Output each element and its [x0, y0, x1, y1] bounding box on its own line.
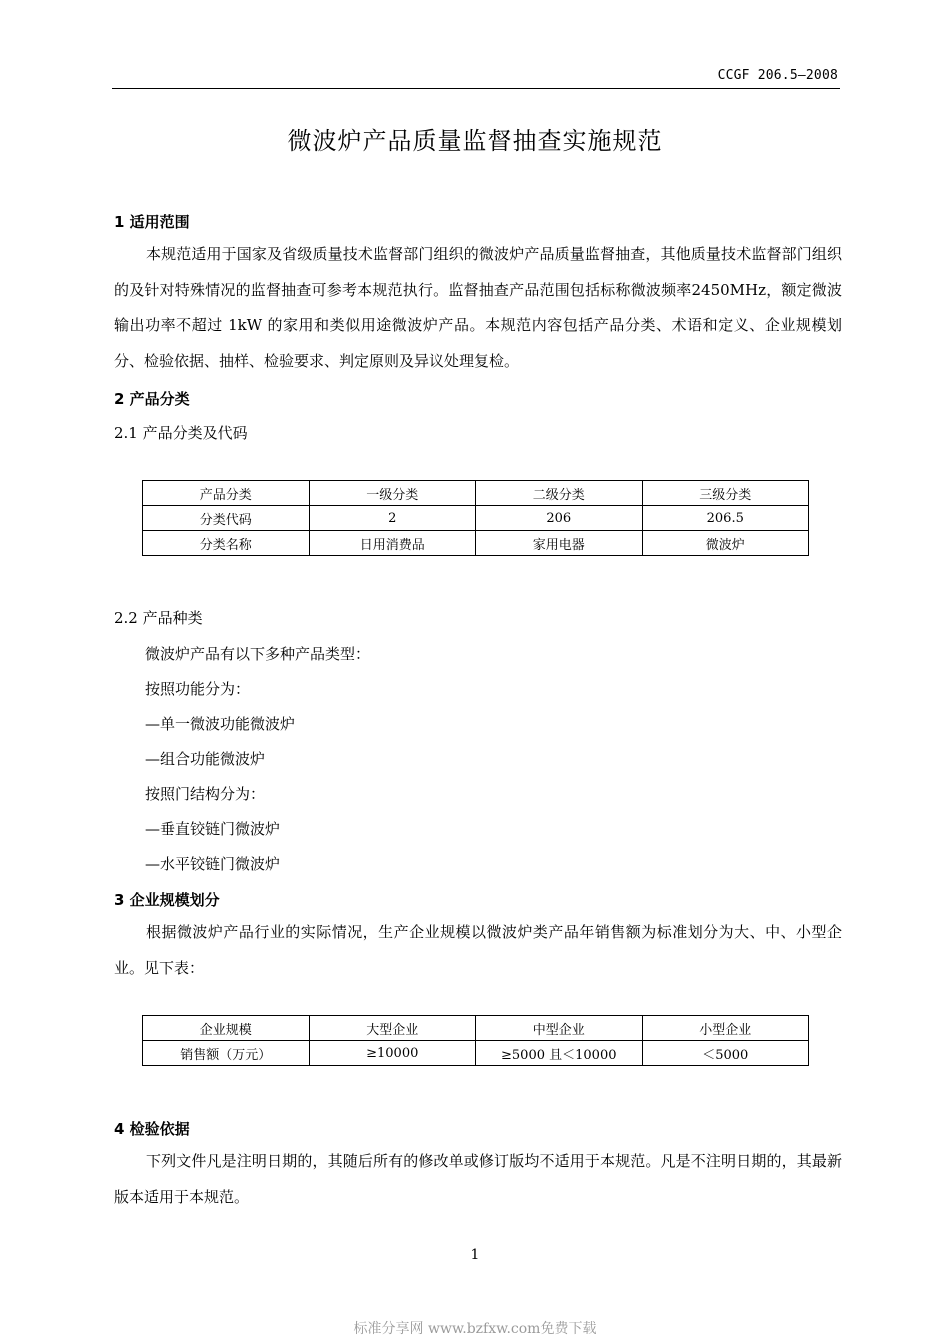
- table-cell: 销售额（万元）: [143, 1041, 310, 1066]
- table-cell: 分类名称: [143, 531, 310, 556]
- table-cell: 小型企业: [642, 1016, 809, 1041]
- table-cell: 分类代码: [143, 506, 310, 531]
- list-item: —组合功能微波炉: [145, 750, 266, 768]
- table-cell: 206: [476, 506, 643, 531]
- table-cell: 企业规模: [143, 1016, 310, 1041]
- section-1-heading: 1 适用范围: [114, 213, 190, 231]
- table-cell: ≥10000: [309, 1041, 476, 1066]
- table-cell: 一级分类: [309, 481, 476, 506]
- list-item: —单一微波功能微波炉: [145, 715, 296, 733]
- table-row: [143, 481, 809, 506]
- section-4-paragraph: 下列文件凡是注明日期的，其随后所有的修改单或修订版均不适用于本规范。凡是不注明日期的，其最新版本适用于本规范。: [114, 1152, 842, 1206]
- table-cell: 二级分类: [476, 481, 643, 506]
- footer-watermark: 标准分享网 www.bzfxw.com免费下载: [353, 1321, 597, 1337]
- section-3-heading: 3 企业规模划分: [114, 891, 220, 909]
- table-cell: 产品分类: [143, 481, 310, 506]
- table-cell: 206.5: [642, 506, 809, 531]
- table-cell: 2: [309, 506, 476, 531]
- list-item: 按照门结构分为：: [145, 785, 266, 803]
- section-1-paragraph: 本规范适用于国家及省级质量技术监督部门组织的微波炉产品质量监督抽查，其他质量技术监督部门组织的及针对特殊情况的监督抽查可参考本规范执行。监督抽查产品范围包括标称微波频率2450MHz，额定微波输出功率不超过 1kW 的家用和类似用途微波炉产品。本规范内容包括产品分类、术语和定义、企业规模划分、检验依据、抽样、检验要求、判定原则及异议处理复检。: [114, 245, 842, 370]
- table-cell: 家用电器: [476, 531, 643, 556]
- list-item: —垂直铰链门微波炉: [145, 820, 281, 838]
- table-cell: ＜5000: [642, 1041, 809, 1066]
- enterprise-scale-table: [142, 1015, 809, 1066]
- table-row: [143, 506, 809, 531]
- page-number: 1: [470, 1247, 480, 1263]
- section-2-1-heading: 2.1 产品分类及代码: [114, 424, 248, 442]
- table-cell: 中型企业: [476, 1016, 643, 1041]
- table-cell: 日用消费品: [309, 531, 476, 556]
- section-4-heading: 4 检验依据: [114, 1120, 190, 1138]
- table-cell: 三级分类: [642, 481, 809, 506]
- table-cell: 大型企业: [309, 1016, 476, 1041]
- section-2-heading: 2 产品分类: [114, 390, 190, 408]
- section-2-2-heading: 2.2 产品种类: [114, 609, 203, 627]
- list-item: —水平铰链门微波炉: [145, 855, 281, 873]
- list-item: 微波炉产品有以下多种产品类型：: [145, 645, 371, 663]
- product-classification-table: [142, 480, 809, 556]
- document-title: 微波炉产品质量监督抽查实施规范: [287, 127, 663, 155]
- table-cell: ≥5000 且＜10000: [476, 1041, 643, 1066]
- list-item: 按照功能分为：: [145, 680, 251, 698]
- header-rule: [112, 88, 840, 89]
- table-cell: 微波炉: [642, 531, 809, 556]
- standard-code: CCGF 206.5—2008: [717, 68, 838, 83]
- section-3-paragraph: 根据微波炉产品行业的实际情况，生产企业规模以微波炉类产品年销售额为标准划分为大、中、小型企业。见下表：: [114, 923, 842, 977]
- table-row: [143, 1016, 809, 1041]
- table-row: [143, 531, 809, 556]
- table-row: [143, 1041, 809, 1066]
